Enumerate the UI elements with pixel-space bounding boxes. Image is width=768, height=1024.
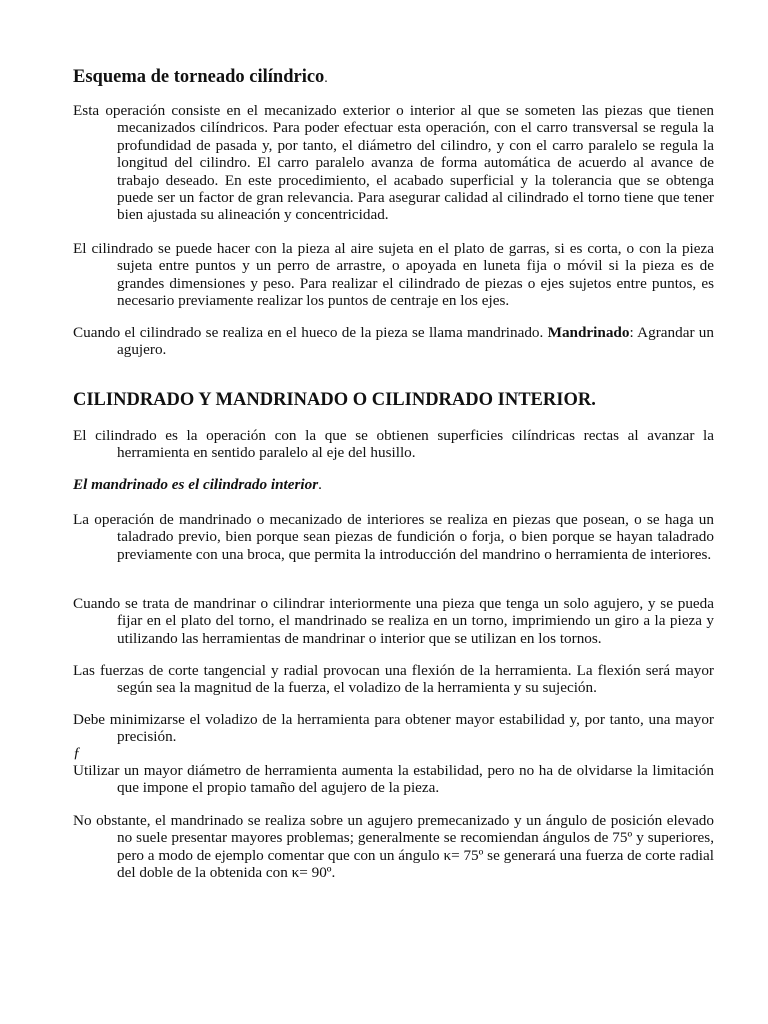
- italic-subheading: [73, 476, 322, 493]
- paragraph-boring-text-end: : Agrandar un agujero.: [117, 324, 714, 359]
- paragraph-tool-diameter: Utilizar un mayor diámetro de herramienta aumenta la estabilidad, pero no ha de olvidarse la limitación que impone el propio tamaño del agujero de la pieza.: [73, 762, 714, 797]
- italic-subheading-punct: .: [318, 476, 322, 493]
- paragraph-boring-text: Cuando el cilindrado se realiza en el hueco de la pieza se llama mandrinado.: [73, 324, 548, 341]
- italic-subheading-text: El mandrinado es el cilindrado interior: [73, 476, 319, 493]
- page-title-punct: .: [324, 71, 328, 86]
- paragraph-overhang: Debe minimizarse el voladizo de la herramienta para obtener mayor estabilidad y, por tanto, una mayor precisión.: [73, 711, 714, 746]
- paragraph-boring-operation: La operación de mandrinado o mecanizado de interiores se realiza en piezas que posean, o se haga un taladrado previo, bien porque sean piezas de fundición o forja, o bien porque se hayan taladrado previamente con una broca, que permita la introducción del mandrino o herramienta de interiores.: [73, 511, 714, 563]
- paragraph-position-angle: No obstante, el mandrinado se realiza sobre un agujero premecanizado y un ángulo de posición elevado no suele presentar mayores problemas; generalmente se recomiendan ángulos de 75º y superiores, pero a modo de ejemplo comentar que con un ángulo κ= 75º se generará una fuerza de corte radial del doble de la obtenida con κ= 90º.: [73, 812, 714, 882]
- paragraph-operation-description: Esta operación consiste en el mecanizado exterior o interior al que se someten las piezas que tienen mecanizados cilíndricos. Para poder efectuar esta operación, con el carro transversal se regula la profundidad de pasada y, por tanto, el diámetro del cilindro, y con el carro paralelo se regula la longitud del cilindro. El carro paralelo avanza de forma automática de acuerdo al avance de trabajo deseado. En este procedimiento, el acabado superficial y la tolerancia que se obtenga puede ser un factor de gran relevancia. Para asegurar calidad al cilindrado el torno tiene que tener bien ajustada su alineación y concentricidad.: [73, 102, 714, 224]
- paragraph-cylinder-clamping: El cilindrado se puede hacer con la pieza al aire sujeta en el plato de garras, si es corta, o con la pieza sujeta entre puntos y un perro de arrastre, o apoyada en luneta fija o móvil si la pieza es de grandes dimensiones y peso. Para realizar el cilindrado de piezas o ejes sujetos entre puntos, es necesario previamente realizar los puntos de centraje en los ejes.: [73, 240, 714, 310]
- boring-bold-term: Mandrinado: [547, 324, 630, 341]
- section-title: CILINDRADO Y MANDRINADO O CILINDRADO INTERIOR.: [73, 390, 596, 410]
- paragraph-boring-definition: [73, 324, 714, 359]
- paragraph-boring-lathe: Cuando se trata de mandrinar o cilindrar interiormente una pieza que tenga un solo agujero, y se pueda fijar en el plato del torno, el mandrinado se realiza en un torno, imprimiendo un giro a la pieza y utilizando las herramientas de mandrinar o interior que se utilizan en los tornos.: [73, 595, 714, 647]
- bullet-glyph: ƒ: [73, 744, 81, 761]
- page-title-text: Esquema de torneado cilíndrico: [73, 67, 325, 87]
- paragraph-cylindrical-surfaces: El cilindrado es la operación con la que se obtienen superficies cilíndricas rectas al avanzar la herramienta en sentido paralelo al eje del husillo.: [73, 427, 714, 462]
- paragraph-cutting-forces: Las fuerzas de corte tangencial y radial provocan una flexión de la herramienta. La flexión será mayor según sea la magnitud de la fuerza, el voladizo de la herramienta y su sujeción.: [73, 662, 714, 697]
- page-title: [73, 66, 328, 90]
